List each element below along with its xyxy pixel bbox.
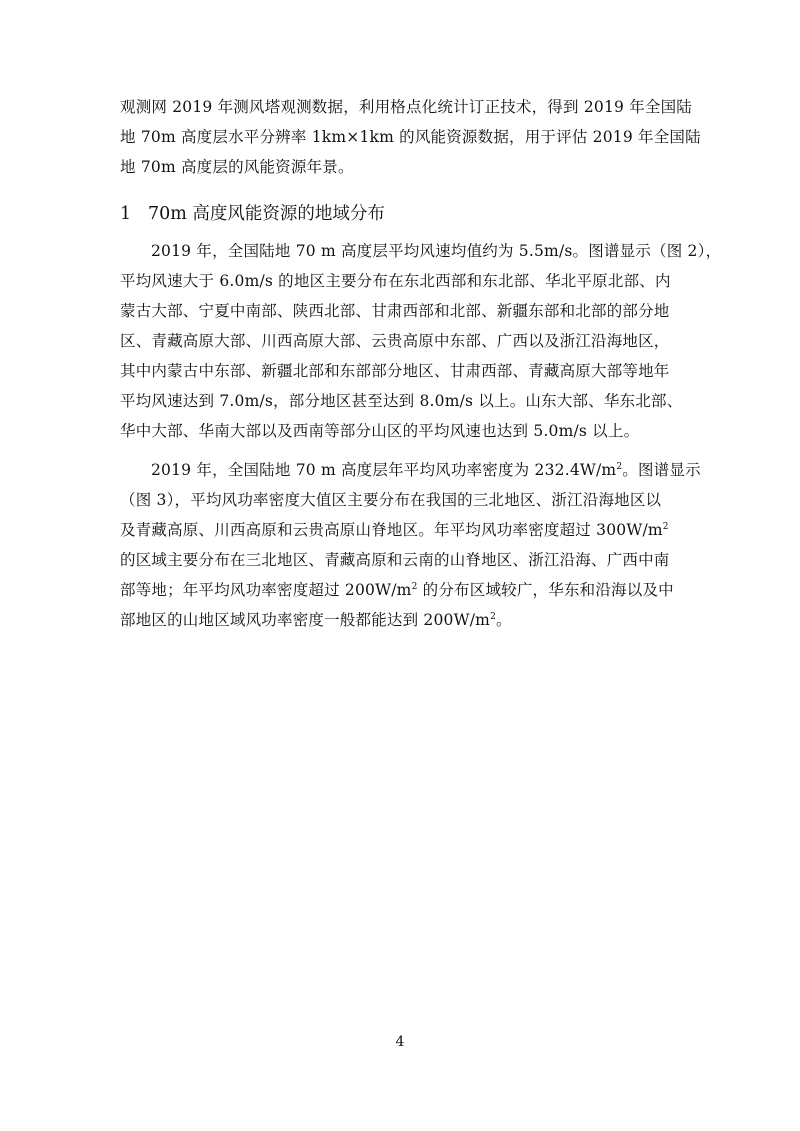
wind-speed-paragraph [120, 236, 722, 446]
superscript: 2 [411, 581, 418, 592]
wind-power-paragraph [120, 455, 701, 635]
paragraph-line: 平均风速大于 6.0m/s 的地区主要分布在东北西部和东北部、华北平原北部、内 [120, 272, 671, 290]
section-heading [120, 200, 385, 228]
line-text: 2019 年，全国陆地 70 m 高度层年平均风功率密度为 232.4W/m [151, 461, 617, 479]
intro-line: 观测网 2019 年测风塔观测数据，利用格点化统计订正技术，得到 2019 年全国陆 [120, 98, 693, 116]
line-text: 。图谱显示 [622, 461, 701, 479]
line-text: 及青藏高原、川西高原和云贵高原山脊地区。年平均风功率密度超过 300W/m [120, 521, 663, 539]
section-title: 70m 高度风能资源的地域分布 [148, 204, 385, 224]
paragraph-line [120, 455, 701, 485]
line-text: 。 [496, 611, 512, 629]
superscript: 2 [490, 611, 497, 622]
paragraph-line: 华中大部、华南大部以及西南等部分山区的平均风速也达到 5.0m/s 以上。 [120, 422, 640, 440]
paragraph-line: 的区域主要分布在三北地区、青藏高原和云南的山脊地区、浙江沿海、广西中南 [120, 551, 670, 569]
paragraph-line: 2019 年，全国陆地 70 m 高度层平均风速均值约为 5.5m/s。图谱显示（图 2）， [151, 242, 722, 260]
page-number: 4 [395, 1034, 405, 1050]
line-text: 部等地；年平均风功率密度超过 200W/m [120, 581, 412, 599]
paragraph-line [120, 605, 680, 635]
paragraph-line: 区、青藏高原大部、川西高原大部、云贵高原中东部、广西以及浙江沿海地区， [120, 332, 670, 350]
paragraph-line [120, 575, 680, 605]
line-text: 部地区的山地区域风功率密度一般都能达到 200W/m [120, 611, 491, 629]
intro-line: 地 70m 高度层的风能资源年景。 [120, 158, 354, 176]
paragraph-line: 平均风速达到 7.0m/s，部分地区甚至达到 8.0m/s 以上。山东大部、华东北部、 [120, 392, 683, 410]
intro-line: 地 70m 高度层水平分辨率 1km×1km 的风能资源数据，用于评估 2019 年全国陆 [120, 128, 701, 146]
intro-paragraph [120, 92, 701, 182]
superscript: 2 [662, 521, 669, 532]
section-number: 1 [120, 204, 132, 224]
paragraph-line: （图 3），平均风功率密度大值区主要分布在我国的三北地区、浙江沿海地区以 [120, 491, 662, 509]
paragraph-line: 其中内蒙古中东部、新疆北部和东部部分地区、甘肃西部、青藏高原大部等地年 [120, 362, 670, 380]
paragraph-line [120, 515, 680, 545]
superscript: 2 [616, 461, 623, 472]
line-text: 的分布区域较广，华东和沿海以及中 [417, 581, 674, 599]
paragraph-line: 蒙古大部、宁夏中南部、陕西北部、甘肃西部和北部、新疆东部和北部的部分地 [120, 302, 670, 320]
